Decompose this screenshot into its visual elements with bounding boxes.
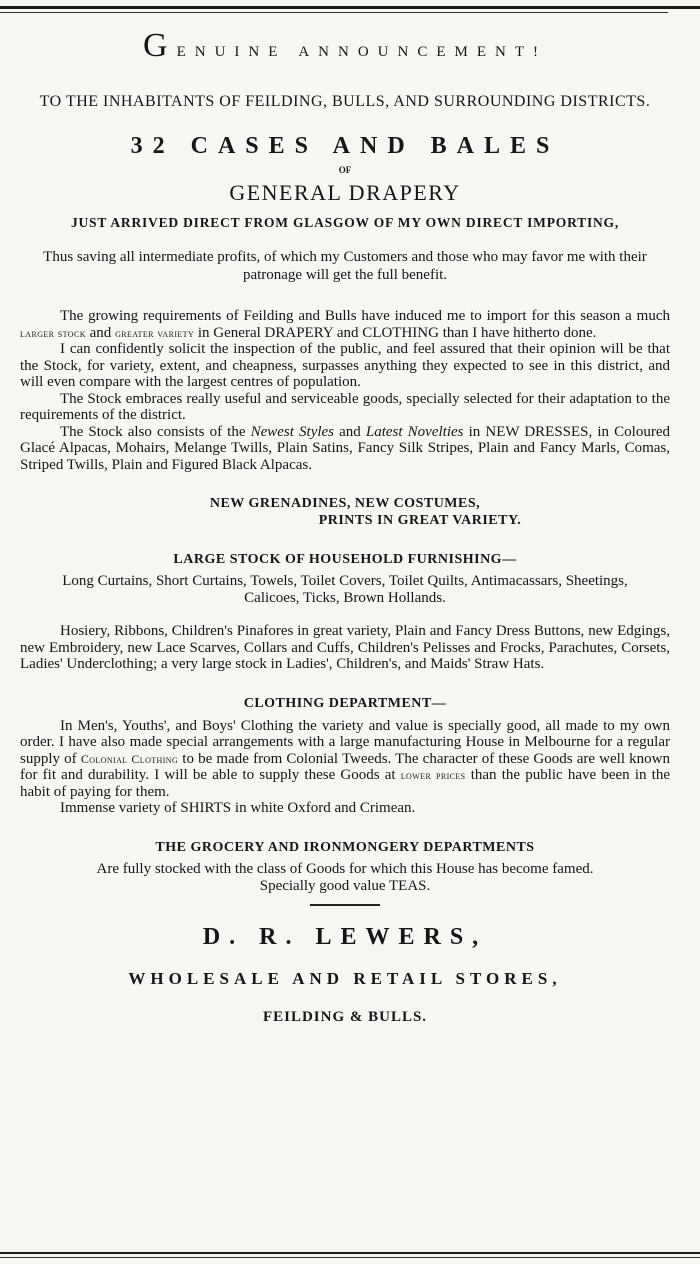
p1-greater-variety: greater variety <box>115 325 195 340</box>
inhabitants-line: TO THE INHABITANTS OF FEILDING, BULLS, AND SURROUNDING DISTRICTS. <box>39 93 651 110</box>
clothing-text-e: than the public have been in the habit of paying for them. <box>20 767 670 800</box>
signature-rule <box>310 904 380 906</box>
p1-text-e: in General DRAPERY and CLOTHING than I have hitherto done. <box>194 324 597 341</box>
top-rule <box>0 6 700 9</box>
hosiery-paragraph: Hosiery, Ribbons, Children's Pinafores in great variety, Plain and Fancy Dress Buttons, new Edgings, new Embroidery, new Lace Scarves, Collars and Cuffs, Children's Pelisses and Frocks, Parachutes, Corsets, Ladies' Underclothing; a very large stock in Ladies', Children's, and Maids' Straw Hats. <box>20 623 670 672</box>
p4-text-c: and <box>334 423 366 440</box>
p1-larger-stock: larger stock <box>20 325 86 340</box>
general-drapery-title: GENERAL DRAPERY <box>229 180 461 205</box>
lower-prices: lower prices <box>400 768 466 782</box>
clothing-text-c: to be made from Colonial Tweeds. The character of these Goods are well known for fit and durability. I will be able to supply these Goods at <box>20 750 671 783</box>
grocery-title: THE GROCERY AND IRONMONGERY DEPARTMENTS <box>155 839 535 855</box>
clothing-text-a: In Men's, Youths', and Boys' Clothing the variety and value is specially good, all made to my own order. I have also made special arrangements with a large manufacturing House in Melbourne for a regular supply of <box>20 717 670 767</box>
arrived-line: JUST ARRIVED DIRECT FROM GLASGOW OF MY OWN DIRECT IMPORTING, <box>70 215 620 230</box>
announcement-heading: GENUINE ANNOUNCEMENT! <box>143 27 547 64</box>
bottom-rule <box>0 1252 700 1254</box>
clothing-paragraph <box>20 718 670 801</box>
top-rule-thin <box>0 12 668 13</box>
bottom-rule-thin <box>0 1257 700 1258</box>
p1-text-a: The growing requirements of Feilding and Bulls have induced me to import for this season a much <box>60 308 670 324</box>
stores-line: WHOLESALE AND RETAIL STORES, <box>128 968 562 988</box>
p1-text-c: and <box>85 324 116 341</box>
advertisement <box>20 26 670 1027</box>
of-label: OF <box>338 165 352 175</box>
paragraph-requirements <box>20 308 670 341</box>
p4-text-a: The Stock also consists of the <box>60 423 251 440</box>
grocery-body: Are fully stocked with the class of Goods for which this House has become famed. Specially good value TEAS. <box>96 860 594 894</box>
shirts-line: Immense variety of SHIRTS in white Oxford and Crimean. <box>60 800 416 816</box>
saving-line: Thus saving all intermediate profits, of which my Customers and those who may favor me with their patronage will get the full benefit. <box>43 249 647 283</box>
cases-and-bales: 32 CASES AND BALES <box>130 133 560 159</box>
paragraph-inspection: I can confidently solicit the inspection of the public, and feel assured that their opinion will be that the Stock, for variety, extent, and cheapness, surpasses anything they expected to see in this district, and will even compare with the largest centres of population. <box>20 341 670 390</box>
paragraph-serviceable: The Stock embraces really useful and serviceable goods, specially selected for their adaptation to the requirements of the district. <box>20 390 670 423</box>
grenadines-line-1: NEW GRENADINES, NEW COSTUMES, <box>209 496 481 511</box>
p4-newest-styles: Newest Styles <box>250 423 335 440</box>
colonial-clothing: Colonial Clothing <box>80 751 179 766</box>
merchant-name: D. R. LEWERS, <box>202 923 488 950</box>
p4-latest-novelties: Latest Novelties <box>365 423 464 440</box>
p4-text-e: in NEW DRESSES, in Coloured Glacé Alpacas, Mohairs, Melange Twills, Plain Satins, Fancy Silk Stripes, Plain and Fancy Marls, Comas, Striped Twills, Plain and Figured Black Alpacas. <box>20 423 670 473</box>
grenadines-line-2: PRINTS IN GREAT VARIETY. <box>318 513 522 528</box>
location-line: FEILDING & BULLS. <box>262 1008 428 1025</box>
household-title: LARGE STOCK OF HOUSEHOLD FURNISHING— <box>173 552 517 567</box>
paragraph-new-dresses <box>20 424 670 474</box>
clothing-title: CLOTHING DEPARTMENT— <box>243 695 447 711</box>
household-body: Long Curtains, Short Curtains, Towels, Toilet Covers, Toilet Quilts, Antimacassars, Sheetings, Calicoes, Ticks, Brown Hollands. <box>62 573 628 606</box>
